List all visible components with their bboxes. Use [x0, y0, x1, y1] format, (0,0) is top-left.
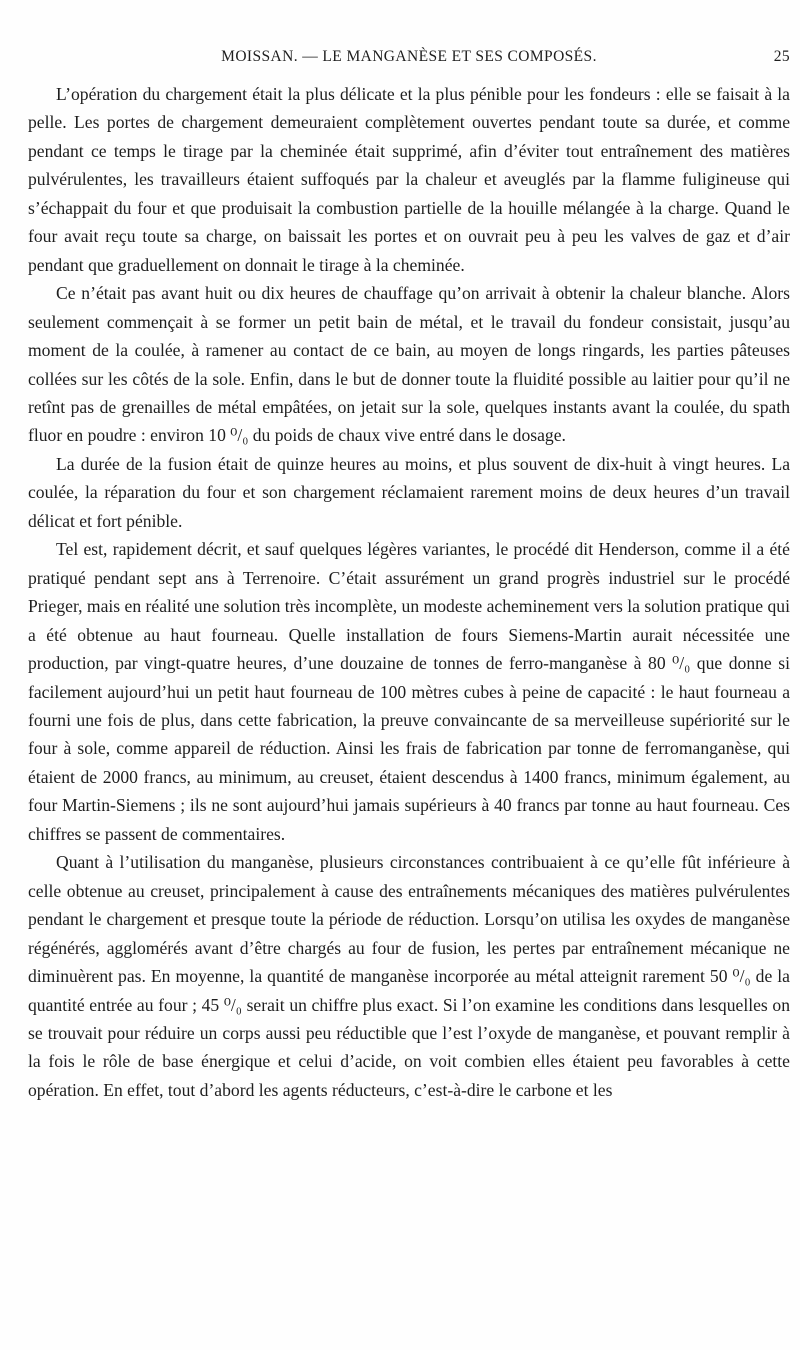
body-text — [28, 80, 790, 1104]
paragraph-utilisation-manganese: Quant à l’utilisation du manganèse, plusieurs circonstances contribuaient à ce qu’elle fût inférieure à celle obtenue au creuset, principalement à cause des entraînements mécaniques des matières pulvérulentes pendant le chargement et presque toute la période de réduction. Lorsqu’on utilisa les oxydes de manganèse régénérés, agglomérés avant d’être chargés au four de fusion, les pertes par entraînement mécanique ne diminuèrent pas. En moyenne, la quantité de manganèse incorporée au métal atteignit rarement 50 ⁰/₀ de la quantité entrée au four ; 45 ⁰/₀ serait un chiffre plus exact. Si l’on examine les conditions dans lesquelles on se trouvait pour réduire un corps aussi peu réductible que l’est l’oxyde de manganèse, et pouvant remplir à la fois le rôle de base énergique et celui d’acide, on voit combien elles étaient peu favorables à cette opération. En effet, tout d’abord les agents réducteurs, c’est-à-dire le carbone et les — [28, 852, 790, 1100]
paragraph-procede-henderson: Tel est, rapidement décrit, et sauf quelques légères variantes, le procédé dit Henderson, comme il a été pratiqué pendant sept ans à Terrenoire. C’était assurément un grand progrès industriel sur le procédé Prieger, mais en réalité une solution très incomplète, un modeste acheminement vers la solution pratique qui a été obtenue au haut fourneau. Quelle installation de fours Siemens-Martin aurait nécessitée une production, par vingt-quatre heures, d’une douzaine de tonnes de ferro-manganèse à 80 ⁰/₀ que donne si facilement aujourd’hui un petit haut fourneau de 100 mètres cubes à peine de capacité : le haut fourneau a fourni une fois de plus, dans cette fabrication, la preuve convaincante de sa merveilleuse supériorité sur le four à sole, comme appareil de réduction. Ainsi les frais de fabrication par tonne de ferromanganèse, qui étaient de 2000 francs, au minimum, au creuset, étaient descendus à 1400 francs, minimum également, au four Martin-Siemens ; ils ne sont aujourd’hui jamais supérieurs à 40 francs par tonne au haut fourneau. Ces chiffres se passent de commentaires. — [28, 539, 790, 844]
running-title: MOISSAN. — LE MANGANÈSE ET SES COMPOSÉS. — [221, 48, 597, 65]
paragraph-chaleur-blanche: Ce n’était pas avant huit ou dix heures de chauffage qu’on arrivait à obtenir la chaleur blanche. Alors seulement commençait à se former un petit bain de métal, et le travail du fondeur consistait, jusqu’au moment de la coulée, à ramener au contact de ce bain, au moyen de longs ringards, les parties pâteuses collées sur les côtés de la sole. Enfin, dans le but de donner toute la fluidité possible au laitier pour qu’il ne retînt pas de grenailles de métal empâtées, on jetait sur la sole, quelques instants avant la coulée, du spath fluor en poudre : environ 10 ⁰/₀ du poids de chaux vive entré dans le dosage. — [28, 283, 790, 446]
running-head — [28, 48, 790, 78]
paragraph-chargement: L’opération du chargement était la plus délicate et la plus pénible pour les fondeurs : elle se faisait à la pelle. Les portes de chargement demeuraient complètement ouvertes pendant toute sa durée, et comme pendant ce temps le tirage par la cheminée était supprimé, afin d’éviter tout entraînement des matières pulvérulentes, les travailleurs étaient suffoqués par la chaleur et aveuglés par la flamme fuligineuse qui s’échappait du four et que produisait la combustion partielle de la houille mélangée à la charge. Quand le four avait reçu toute sa charge, on baissait les portes et on ouvrait peu à peu les valves de gaz et d’air pendant que graduellement on donnait le tirage à la cheminée. — [28, 84, 790, 275]
paragraph-duree-fusion: La durée de la fusion était de quinze heures au moins, et plus souvent de dix-huit à vingt heures. La coulée, la réparation du four et son chargement réclamaient rarement moins de deux heures d’un travail délicat et fort pénible. — [28, 453, 790, 531]
page-number: 25 — [773, 48, 790, 65]
